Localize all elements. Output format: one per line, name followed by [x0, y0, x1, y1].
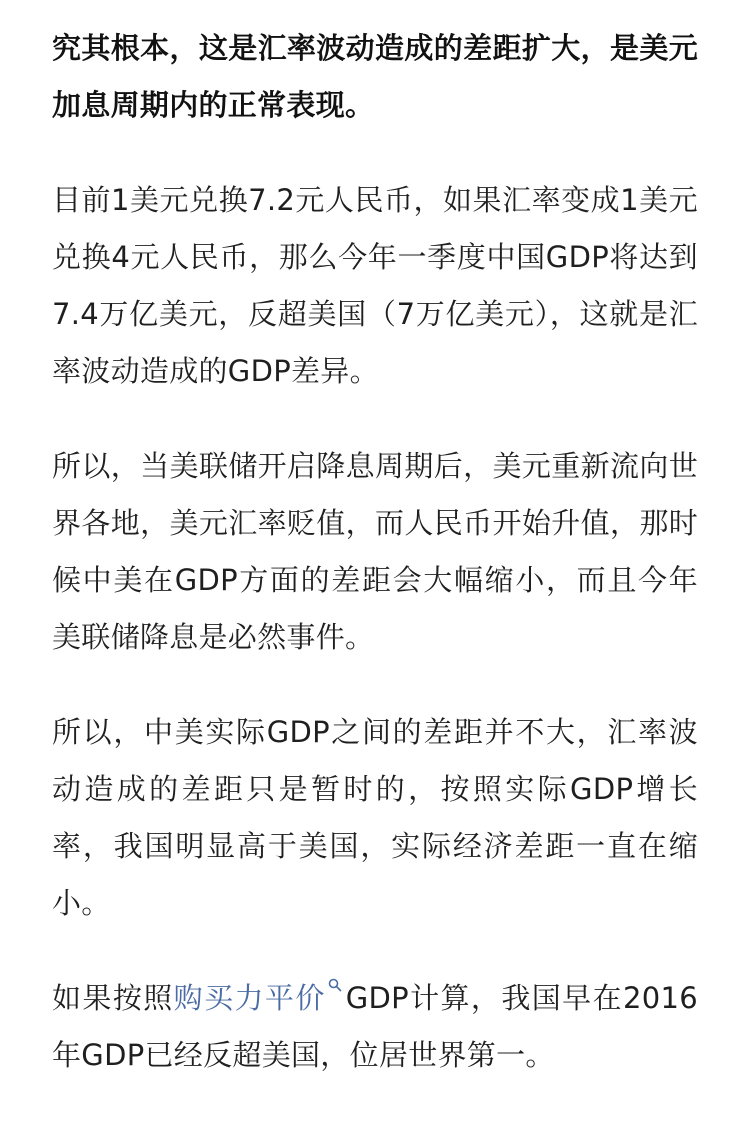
ppp-search-link[interactable]: 购买力平价 [173, 981, 326, 1015]
paragraph-4: 所以，中美实际GDP之间的差距并不大，汇率波动造成的差距只是暂时的，按照实际GDP增长率，我国明显高于美国，实际经济差距一直在缩小。 [52, 715, 698, 920]
paragraph-5-after: GDP计算，我国早在2016年GDP已经反超美国，位居世界第一。 [52, 981, 698, 1072]
paragraph-2: 目前1美元兑换7.2元人民币，如果汇率变成1美元兑换4元人民币，那么今年一季度中国GDP将达到7.4万亿美元，反超美国（7万亿美元），这就是汇率波动造成的GDP差异。 [52, 183, 698, 388]
paragraph-5-before: 如果按照 [52, 981, 174, 1015]
search-icon[interactable] [328, 978, 342, 992]
paragraph-3: 所以，当美联储开启降息周期后，美元重新流向世界各地，美元汇率贬值，而人民币开始升值，那时候中美在GDP方面的差距会大幅缩小，而且今年美联储降息是必然事件。 [52, 449, 698, 654]
paragraph-1: 究其根本，这是汇率波动造成的差距扩大，是美元加息周期内的正常表现。 [52, 31, 698, 122]
paragraph-5 [52, 970, 698, 1084]
